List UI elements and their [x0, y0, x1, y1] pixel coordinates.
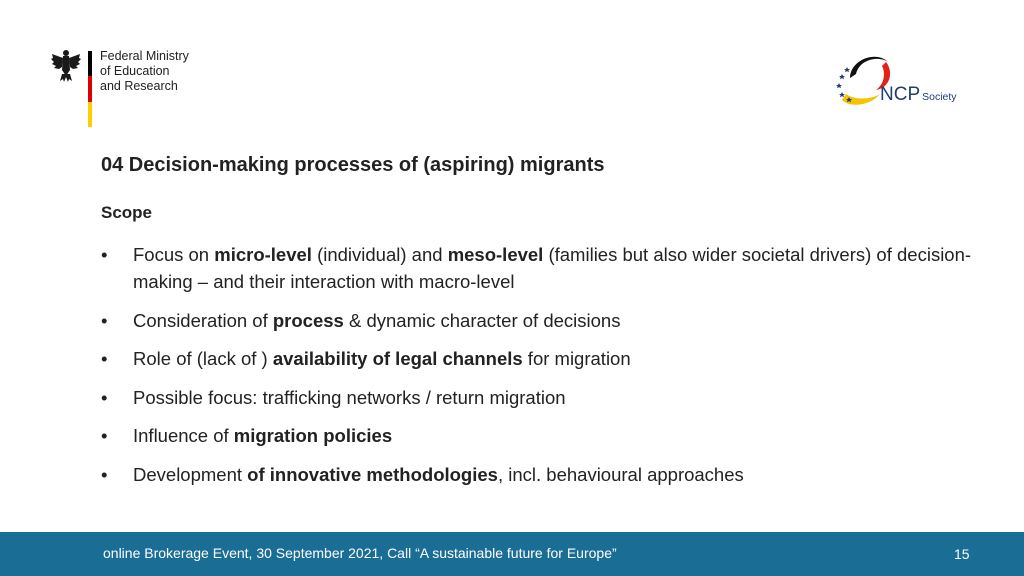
flag-stripe-red: [88, 76, 92, 101]
flag-stripe-gold: [88, 102, 92, 127]
ncp-brand: NCP: [880, 84, 921, 105]
bullet-dot: •: [101, 309, 108, 331]
ncp-suffix: Society: [922, 91, 957, 103]
ministry-name-line: Federal Ministry: [100, 49, 189, 63]
bullet-dot: •: [101, 244, 108, 265]
slide-title: 04 Decision-making processes of (aspiring) migrants: [101, 154, 605, 176]
federal-eagle-icon: [50, 48, 82, 84]
bullet-dot: •: [101, 463, 108, 485]
bullet-emphasis: migration policies: [233, 425, 393, 446]
bullet-dot: •: [101, 386, 108, 408]
ncp-society-logo: [836, 48, 966, 112]
flag-stripe-black: [88, 51, 92, 76]
bullet-item: [101, 461, 981, 488]
bullet-emphasis: process: [272, 309, 344, 331]
bullet-emphasis: of innovative methodologies: [247, 463, 498, 485]
bullet-text: Consideration of: [133, 309, 273, 331]
bullet-dot: •: [101, 425, 108, 446]
ministry-name: [100, 49, 210, 94]
ministry-name-line: and Research: [100, 79, 178, 93]
bullet-text: Focus on: [133, 244, 215, 265]
ministry-name-line: of Education: [100, 64, 170, 78]
page-number: 15: [954, 546, 970, 562]
bullet-item: [101, 307, 981, 334]
bullet-item: [101, 345, 981, 372]
bullet-item: [101, 241, 981, 295]
bullet-text: (individual) and: [311, 244, 448, 265]
german-flag-bar: [88, 51, 92, 127]
bullet-text: Development: [133, 463, 248, 485]
bullet-item: [101, 384, 981, 411]
bullet-text: Influence of: [133, 425, 234, 446]
section-heading: Scope: [101, 203, 153, 222]
bullet-text: Possible focus: trafficking networks / return migration: [133, 386, 566, 408]
bullet-text: (families but also wider societal drivers) of decision-making – and their interaction with macro-level: [133, 244, 972, 292]
bullet-dot: •: [101, 348, 108, 369]
footer-bar: [0, 532, 1024, 576]
bullet-text: Role of (lack of ): [133, 348, 273, 369]
bullet-emphasis: micro-level: [214, 244, 312, 265]
footer-text: online Brokerage Event, 30 September 2021, Call “A sustainable future for Europe”: [103, 545, 617, 561]
bullet-list: [101, 241, 981, 499]
bullet-text: , incl. behavioural approaches: [497, 463, 744, 485]
bullet-emphasis: meso-level: [447, 244, 544, 265]
bmbf-logo: [50, 48, 210, 128]
ncp-wordmark: [880, 84, 957, 106]
bullet-emphasis: availability of legal channels: [272, 348, 523, 369]
bullet-text: & dynamic character of decisions: [343, 309, 621, 331]
bullet-item: [101, 422, 981, 449]
bullet-text: for migration: [522, 348, 631, 369]
